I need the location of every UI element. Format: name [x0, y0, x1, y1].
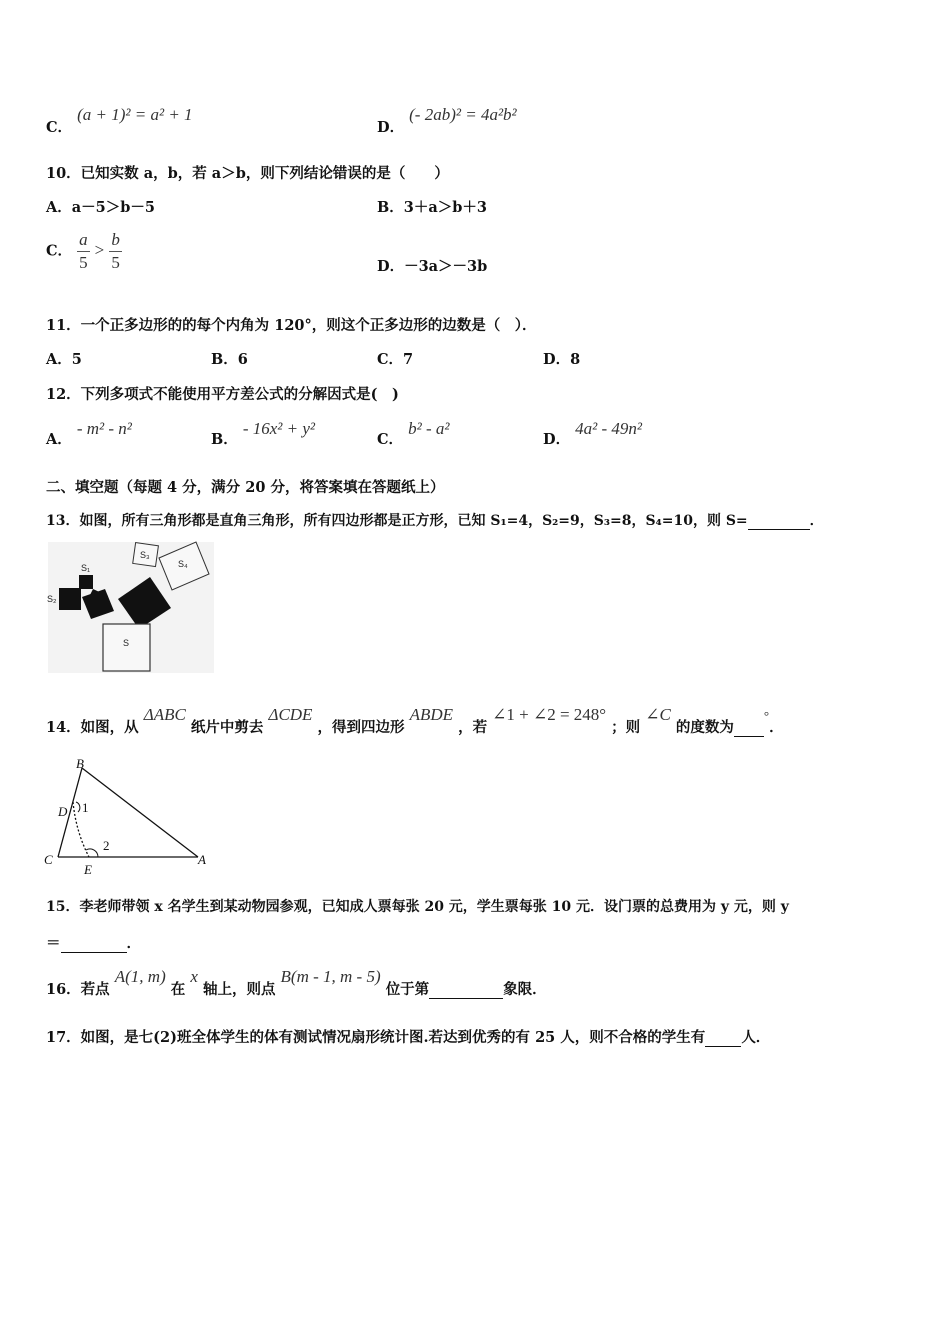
- q17-answer-blank: [705, 1029, 741, 1047]
- q12-option-a-expr: - m² - n²: [76, 419, 132, 438]
- vertex-e: E: [84, 862, 92, 877]
- q15-line1: 15．李老师带领 x 名学生到某动物园参观，已知成人票每张 20 元，学生票每张 10 元．设门票的总费用为 y 元，则 y: [46, 899, 789, 915]
- q14-figure: [40, 752, 215, 877]
- vertex-a: A: [198, 852, 206, 867]
- q12-option-c-label: C．: [377, 431, 404, 448]
- angle-2-arc: [86, 849, 98, 857]
- q12-option-d-expr: 4a² - 49n²: [575, 419, 642, 438]
- q11-stem: 11．一个正多边形的的每个内角为 120°，则这个正多边形的边数是（ ）．: [46, 317, 537, 334]
- q16-mid3: 位于第: [385, 981, 430, 998]
- q14-triangle-abc: ΔABC: [143, 705, 186, 724]
- q9-option-d-label: D．: [377, 119, 405, 136]
- vertex-c: C: [44, 852, 53, 867]
- q9-option-c-label: C．: [46, 119, 73, 136]
- q9-option-c: [46, 104, 193, 136]
- q13-stem-text: 13．如图，所有三角形都是直角三角形，所有四边形都是正方形，已知 S₁=4，S₂=9，S₃=8，S₄=10，则 S=: [46, 513, 748, 529]
- q12-option-c: [377, 418, 450, 448]
- q13-stem: [46, 510, 824, 530]
- label-s4: S₄: [178, 559, 188, 569]
- square-s1: [79, 575, 93, 589]
- vertex-d: D: [58, 804, 68, 819]
- q16-point-b: B(m - 1, m - 5): [280, 967, 381, 986]
- q14-condition: ∠1 + ∠2 = 248°: [492, 705, 607, 724]
- label-s: S: [123, 638, 130, 648]
- q11-option-a: A．5: [46, 351, 82, 368]
- q10-fraction-b: $\frac{b}{5}$: [111, 230, 120, 272]
- q14-stem: [46, 704, 784, 736]
- q9-option-d-expr: (- 2ab)² = 4a²b²: [409, 105, 517, 124]
- q12-option-d-label: D．: [543, 431, 571, 448]
- q14-mid4: ；则: [611, 719, 641, 736]
- angle-1-arc: [76, 802, 80, 812]
- angle-1-label: 1: [82, 800, 89, 815]
- label-s2: S₂: [47, 594, 57, 604]
- q16-point-a: A(1, m): [114, 967, 166, 986]
- q15-answer-blank: [61, 935, 127, 953]
- q16-mid2: 轴上，则点: [202, 981, 276, 998]
- q15-end: ．: [126, 935, 141, 952]
- q16-tail: 象限．: [503, 981, 547, 998]
- q10-option-d: D．－3a＞－3b: [377, 258, 488, 275]
- q12-option-b-expr: - 16x² + y²: [242, 419, 315, 438]
- q14-mid1: 纸片中剪去: [190, 719, 264, 736]
- square-s2: [59, 588, 81, 610]
- q16-stem: [46, 966, 547, 998]
- q14-angle-c: ∠C: [645, 705, 671, 724]
- q10-option-b: B．3＋a＞b＋3: [377, 199, 487, 216]
- q13-answer-blank: [748, 513, 810, 530]
- q12-option-d: [543, 418, 642, 448]
- q14-triangle-cde: ΔCDE: [268, 705, 313, 724]
- q10-option-c-label: C．: [46, 242, 73, 260]
- q16-lead: 16．若点: [46, 981, 110, 998]
- q14-end: ．: [769, 719, 784, 736]
- q10-option-c-op: >: [94, 240, 105, 260]
- q12-option-a: [46, 418, 132, 448]
- q17-stem-text: 17．如图，是七(2)班全体学生的体有测试情况扇形统计图.若达到优秀的有 25 人，则不合格的学生有: [46, 1029, 706, 1046]
- q16-axis: x: [190, 967, 198, 986]
- q11-option-d: D．8: [543, 351, 581, 368]
- q17-stem: [46, 1026, 770, 1047]
- q12-option-b-label: B．: [211, 431, 238, 448]
- q14-mid2: ，得到四边形: [317, 719, 405, 736]
- q14-tail: 的度数为: [675, 719, 734, 736]
- label-s3: S₃: [140, 550, 150, 560]
- q10-fraction-a: $\frac{a}{5}$: [79, 230, 88, 272]
- q16-answer-blank: [429, 981, 503, 999]
- q12-option-b: [211, 418, 315, 448]
- vertex-b: B: [76, 756, 84, 771]
- angle-2-label: 2: [103, 838, 110, 853]
- q9-option-d: [377, 104, 517, 136]
- q12-option-a-label: A．: [46, 431, 72, 448]
- q12-stem: 12．下列多项式不能使用平方差公式的分解因式是( ): [46, 386, 399, 403]
- q15-line2: [46, 932, 141, 953]
- q14-quadrilateral: ABDE: [409, 705, 454, 724]
- q14-mid3: ，若: [458, 719, 488, 736]
- q17-end: 人．: [741, 1029, 771, 1046]
- q10-stem: 10．已知实数 a，b，若 a＞b，则下列结论错误的是（ ）: [46, 165, 449, 182]
- q15-prefix: ＝: [46, 935, 61, 952]
- q10-option-c: [46, 229, 122, 274]
- q16-mid1: 在: [170, 981, 186, 998]
- section2-heading: 二、填空题（每题 4 分，满分 20 分，将答案填在答题纸上）: [46, 479, 445, 496]
- side-ba: [82, 768, 198, 857]
- q9-option-c-expr: (a + 1)² = a² + 1: [77, 105, 193, 124]
- q13-stem-end: ．: [809, 513, 824, 529]
- q13-figure: [46, 540, 216, 675]
- q14-degree: °: [763, 708, 770, 723]
- q14-lead: 14．如图，从: [46, 719, 139, 736]
- q12-option-c-expr: b² - a²: [408, 419, 450, 438]
- q11-option-b: B．6: [211, 351, 248, 368]
- label-s1: S₁: [81, 563, 91, 573]
- q11-option-c: C．7: [377, 351, 414, 368]
- q10-option-a: A．a－5＞b－5: [46, 199, 155, 216]
- q14-answer-blank: [734, 719, 764, 737]
